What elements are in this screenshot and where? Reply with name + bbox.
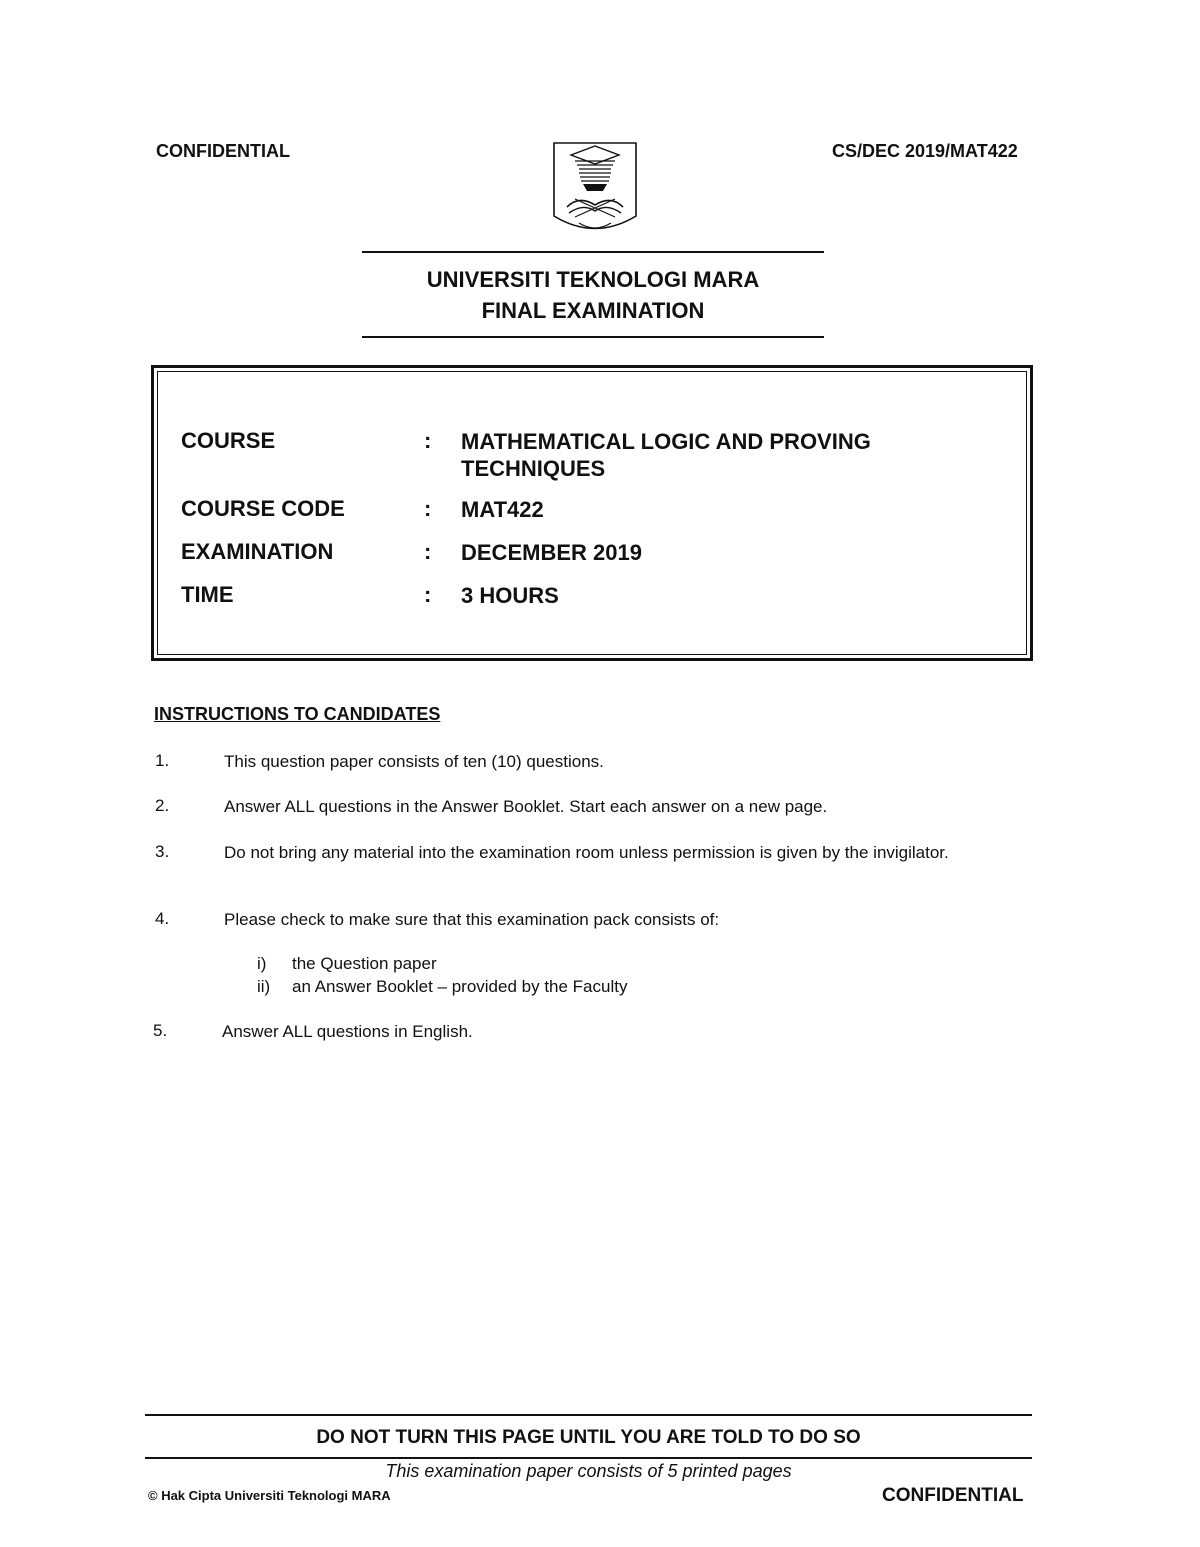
university-name: UNIVERSITI TEKNOLOGI MARA	[426, 267, 760, 292]
course-code-value: MAT422	[461, 497, 544, 522]
instruction-number-4: 4.	[155, 909, 170, 928]
instruction-number-3: 3.	[155, 842, 170, 861]
instruction-text-4: Please check to make sure that this examination pack consists of:	[224, 910, 720, 929]
title-top-rule	[362, 251, 824, 253]
footer-confidential: CONFIDENTIAL	[882, 1485, 1024, 1506]
course-label: COURSE	[181, 428, 276, 453]
sub-item-text-i: the Question paper	[292, 954, 437, 973]
course-code-label: COURSE CODE	[181, 496, 345, 521]
title-bottom-rule	[362, 336, 824, 338]
examination-colon: :	[424, 539, 432, 564]
time-colon: :	[424, 582, 432, 607]
university-crest-icon	[553, 141, 637, 243]
header-paper-code: CS/DEC 2019/MAT422	[832, 141, 1018, 161]
instruction-text-2: Answer ALL questions in the Answer Booklet. Start each answer on a new page.	[224, 797, 828, 816]
instructions-heading: INSTRUCTIONS TO CANDIDATES	[154, 704, 441, 724]
instruction-number-1: 1.	[155, 751, 170, 770]
header-confidential: CONFIDENTIAL	[156, 141, 290, 161]
copyright-notice: © Hak Cipta Universiti Teknologi MARA	[148, 1488, 391, 1503]
course-value: MATHEMATICAL LOGIC AND PROVING TECHNIQUES	[461, 429, 871, 481]
page-count-note: This examination paper consists of 5 printed pages	[385, 1461, 792, 1481]
sub-item-number-i: i)	[257, 954, 267, 973]
sub-item-number-ii: ii)	[257, 977, 271, 996]
time-value: 3 HOURS	[461, 583, 559, 608]
exam-title: FINAL EXAMINATION	[481, 298, 705, 323]
footer-top-rule	[145, 1414, 1032, 1416]
instruction-text-5: Answer ALL questions in English.	[222, 1022, 473, 1041]
sub-item-text-ii: an Answer Booklet – provided by the Faculty	[292, 977, 628, 996]
instruction-number-2: 2.	[155, 796, 170, 815]
examination-value: DECEMBER 2019	[461, 540, 642, 565]
time-label: TIME	[181, 582, 234, 607]
footer-bottom-rule	[145, 1457, 1032, 1459]
instruction-text-3: Do not bring any material into the examination room unless permission is given by the invigilator.	[224, 843, 949, 862]
course-info-box	[151, 365, 1033, 661]
examination-label: EXAMINATION	[181, 539, 334, 564]
instruction-text-1: This question paper consists of ten (10) questions.	[224, 752, 604, 771]
course-colon: :	[424, 428, 432, 453]
instruction-number-5: 5.	[153, 1021, 168, 1040]
footer-warning: DO NOT TURN THIS PAGE UNTIL YOU ARE TOLD TO DO SO	[316, 1427, 861, 1448]
course-code-colon: :	[424, 496, 432, 521]
